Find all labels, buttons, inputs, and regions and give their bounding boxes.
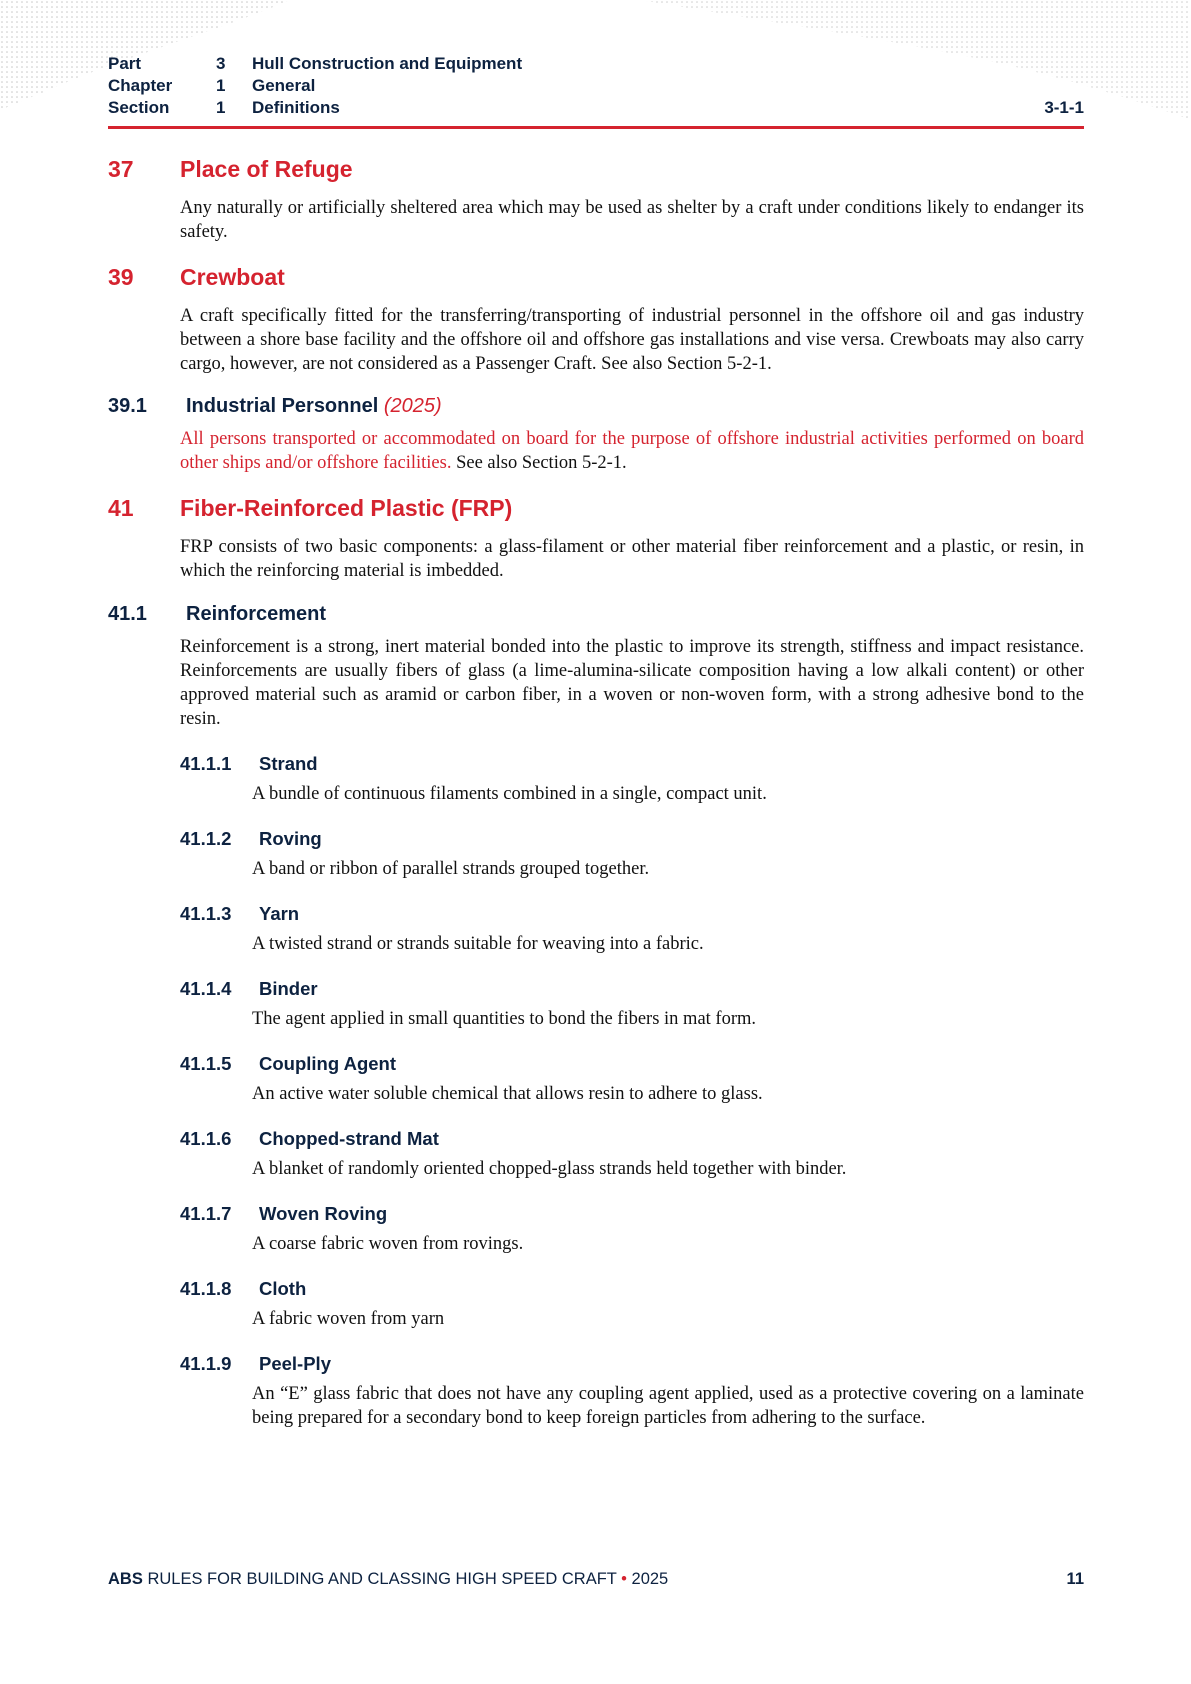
heading-39-1 xyxy=(108,395,1084,421)
heading-title: Peel-Ply xyxy=(259,1353,331,1374)
heading-title: Chopped-strand Mat xyxy=(259,1128,439,1149)
heading-number: 41.1.8 xyxy=(180,1278,232,1299)
heading-number: 39 xyxy=(108,264,134,290)
heading-title: Cloth xyxy=(259,1278,307,1299)
page-footer xyxy=(108,1570,1084,1594)
footer-rules-title: RULES FOR BUILDING AND CLASSING HIGH SPEED CRAFT xyxy=(147,1570,617,1588)
heading-number: 37 xyxy=(108,156,134,182)
heading-39 xyxy=(108,264,1084,292)
heading-title: Coupling Agent xyxy=(259,1053,397,1074)
page-header xyxy=(108,54,1084,120)
heading-number: 41.1.6 xyxy=(180,1128,232,1149)
heading-title: Binder xyxy=(259,978,318,999)
footer-title xyxy=(108,1570,668,1589)
heading-number: 41.1.5 xyxy=(180,1053,232,1074)
revised-text: All persons transported or accommodated on board for the purpose of offshore industrial activities performed on board other ships and/or offshore facilities. xyxy=(180,429,1084,473)
paragraph-41-1-2: A band or ribbon of parallel strands grouped together. xyxy=(252,859,650,879)
revision-year: (2025) xyxy=(383,395,442,417)
heading-41-1-4 xyxy=(180,978,1084,1002)
heading-number: 41.1.1 xyxy=(180,753,232,774)
header-section-label: Section xyxy=(108,98,170,117)
heading-title: Yarn xyxy=(259,903,300,924)
heading-number: 41.1.3 xyxy=(180,903,232,924)
paragraph-41-1-1: A bundle of continuous filaments combined in a single, compact unit. xyxy=(252,784,767,804)
heading-41-1-7 xyxy=(180,1203,1084,1227)
heading-41-1-6 xyxy=(180,1128,1084,1152)
page-number: 11 xyxy=(1066,1570,1084,1588)
header-row-section xyxy=(108,98,1084,120)
paragraph-41-1-6: A blanket of randomly oriented chopped-glass strands held together with binder. xyxy=(252,1159,847,1179)
heading-title: Place of Refuge xyxy=(180,156,353,182)
header-section-title: Definitions xyxy=(252,98,340,117)
paragraph-41-1: Reinforcement is a strong, inert material bonded into the plastic to improve its strength, stiffness and impact resistance. Reinforcements are usually fibers of glass (a lime-alumina-silicate composition having a low alkali content) or other approved material such as aramid or carbon fiber, in a woven or non-woven form, with a strong adhesive bond to the resin. xyxy=(180,637,1084,729)
heading-title xyxy=(186,395,442,418)
heading-title: Crewboat xyxy=(180,264,285,290)
heading-41-1 xyxy=(108,603,1084,629)
paragraph-41-1-9: An “E” glass fabric that does not have any coupling agent applied, used as a protective covering on a laminate being prepared for a secondary bond to keep foreign particles from adhering to the surface. xyxy=(252,1384,1084,1428)
header-part-label: Part xyxy=(108,54,142,73)
heading-41-1-9 xyxy=(180,1353,1084,1377)
page-content xyxy=(108,156,1084,1430)
heading-number: 41.1.4 xyxy=(180,978,232,999)
header-divider xyxy=(108,126,1084,129)
paragraph-41-1-4: The agent applied in small quantities to bond the fibers in mat form. xyxy=(252,1009,757,1029)
heading-41-1-3 xyxy=(180,903,1084,927)
header-row-chapter xyxy=(108,76,1084,98)
paragraph-41: FRP consists of two basic components: a glass-filament or other material fiber reinforcement and a plastic, or resin, in which the reinforcing material is imbedded. xyxy=(180,537,1084,581)
paragraph-41-1-7: A coarse fabric woven from rovings. xyxy=(252,1234,524,1254)
heading-37 xyxy=(108,156,1084,184)
heading-number: 39.1 xyxy=(108,395,147,417)
footer-separator: • xyxy=(621,1570,627,1588)
heading-title-text: Industrial Personnel xyxy=(186,395,379,417)
footer-year: 2025 xyxy=(631,1570,669,1588)
paragraph-39: A craft specifically fitted for the transferring/transporting of industrial personnel in the offshore oil and gas industry between a shore base facility and the offshore oil and offshore gas installations and vise versa. Crewboats may also carry cargo, however, are not considered as a Passenger Craft. See also Section 5-2-1. xyxy=(180,306,1084,374)
header-section-code: 3-1-1 xyxy=(1044,98,1084,117)
heading-title: Reinforcement xyxy=(186,603,327,625)
heading-number: 41 xyxy=(108,495,134,521)
header-part-title: Hull Construction and Equipment xyxy=(252,54,523,73)
paragraph-39-1 xyxy=(180,427,1084,475)
heading-title: Fiber-Reinforced Plastic (FRP) xyxy=(180,495,513,521)
heading-title: Woven Roving xyxy=(259,1203,388,1224)
footer-brand: ABS xyxy=(108,1570,143,1588)
heading-title: Strand xyxy=(259,753,318,774)
header-chapter-title: General xyxy=(252,76,316,95)
heading-41-1-5 xyxy=(180,1053,1084,1077)
heading-41 xyxy=(108,495,1084,523)
header-chapter-number: 1 xyxy=(216,76,226,95)
heading-41-1-1 xyxy=(180,753,1084,777)
paragraph-41-1-3: A twisted strand or strands suitable for weaving into a fabric. xyxy=(252,934,704,954)
paragraph-41-1-8: A fabric woven from yarn xyxy=(252,1309,445,1329)
heading-title: Roving xyxy=(259,828,322,849)
heading-41-1-8 xyxy=(180,1278,1084,1302)
header-chapter-label: Chapter xyxy=(108,76,173,95)
heading-number: 41.1.2 xyxy=(180,828,232,849)
heading-number: 41.1.9 xyxy=(180,1353,232,1374)
heading-number: 41.1 xyxy=(108,603,147,625)
header-section-number: 1 xyxy=(216,98,226,117)
heading-41-1-2 xyxy=(180,828,1084,852)
paragraph-41-1-5: An active water soluble chemical that allows resin to adhere to glass. xyxy=(252,1084,763,1104)
paragraph-37: Any naturally or artificially sheltered area which may be used as shelter by a craft under conditions likely to endanger its safety. xyxy=(180,198,1084,242)
reference-text: See also Section 5-2-1. xyxy=(451,453,627,473)
header-part-number: 3 xyxy=(216,54,226,73)
heading-number: 41.1.7 xyxy=(180,1203,232,1224)
header-row-part xyxy=(108,54,1084,76)
